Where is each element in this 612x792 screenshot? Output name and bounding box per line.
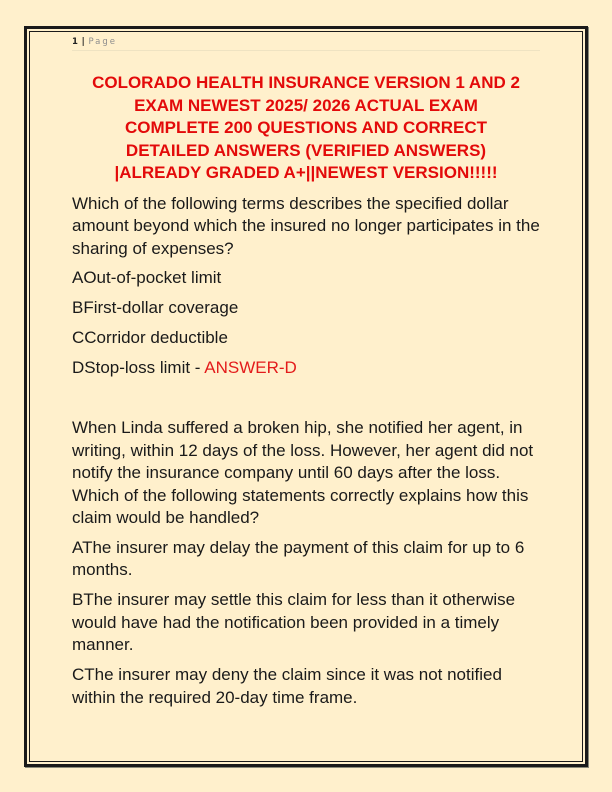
option-a: AThe insurer may delay the payment of this claim for up to 6 months. [72,537,525,579]
option-c: CCorridor deductible [72,328,228,347]
answer-label: ANSWER-D [204,358,297,377]
question-block-2 [72,417,544,709]
page-label: Page [88,37,118,47]
option-c: CThe insurer may deny the claim since it was not notified within the required 20-day time frame. [72,665,502,707]
title-line: COMPLETE 200 QUESTIONS AND CORRECT [124,118,488,137]
title-line: |ALREADY GRADED A+||NEWEST VERSION!!!!! [114,163,498,182]
question-text: Which of the following terms describes the specified dollar amount beyond which the insured no longer participates in the sharing of expenses? [72,193,540,258]
option-a: AOut-of-pocket limit [72,268,222,287]
document-title [72,72,540,185]
question-text: When Linda suffered a broken hip, she notified her agent, in writing, within 12 days of the loss. However, her agent did not notify the insurance company until 60 days after the loss. Which of the following statements correctly explains how this claim would be handled? [72,418,534,527]
option-d-text: DStop-loss limit - [72,358,205,377]
title-line: DETAILED ANSWERS (VERIFIED ANSWERS) [125,140,487,160]
question-spacer [72,387,544,417]
option-b: BFirst-dollar coverage [72,298,239,317]
question-block-1 [72,193,544,380]
option-b: BThe insurer may settle this claim for less than it otherwise would have had the notification been provided in a timely manner. [72,590,516,654]
option-d [72,357,544,380]
title-line: COLORADO HEALTH INSURANCE VERSION 1 AND 2 [92,73,520,92]
page-separator: | [81,37,85,47]
document-content [72,72,544,717]
title-line: EXAM NEWEST 2025/ 2026 ACTUAL EXAM [134,95,478,115]
page-number: 1 [72,37,78,47]
page-header [72,36,540,51]
